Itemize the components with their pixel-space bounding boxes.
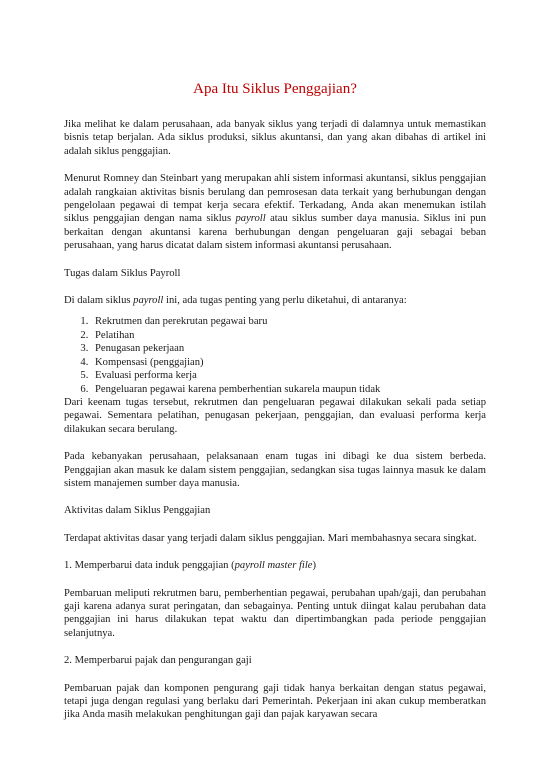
tasks-list [64, 315, 486, 395]
activity-1-heading-text-2: ) [312, 560, 317, 572]
tasks-intro-text-2: ini, ada tugas penting yang perlu diketahui, di antaranya: [163, 295, 407, 307]
tasks-list-item: 4. Kompensasi (penggajian) [91, 356, 486, 369]
tasks-intro-italic-term: payroll [133, 295, 164, 307]
tasks-intro-paragraph [64, 294, 486, 307]
tasks-heading: Tugas dalam Siklus Payroll [64, 267, 181, 279]
definition-italic-term: payroll [235, 213, 266, 225]
activity-2-heading: 2. Memperbarui pajak dan pengurangan gaji [64, 655, 252, 667]
intro-paragraph: Jika melihat ke dalam perusahaan, ada banyak siklus yang terjadi di dalamnya untuk memastikan bisnis tetap berjalan. Ada siklus produksi, siklus akuntansi, dan yang akan dibahas di artikel ini adalah siklus penggajian. [64, 119, 486, 157]
activity-2-body: Pembaruan pajak dan komponen pengurang gaji tidak hanya berkaitan dengan status pegawai, tetapi juga dengan regulasi yang berlaku dari Pemerintah. Pekerjaan ini akan cukup memberatkan jika Anda masih melakukan penghitungan gaji dan pajak karyawan secara [64, 682, 486, 721]
tasks-list-item: 5. Evaluasi performa kerja [91, 369, 486, 382]
document-title: Apa Itu Siklus Penggajian? [193, 81, 357, 97]
tasks-list-item: 6. Pengeluaran pegawai karena pemberhentian sukarela maupun tidak [91, 383, 486, 396]
tasks-summary-paragraph: Dari keenam tugas tersebut, rekrutmen dan pengeluaran pegawai dilakukan sekali pada setiap pegawai. Sementara pelatihan, penugasan pekerjaan, penggajian, dan evaluasi performa kerja dilakukan secara berulang. [64, 396, 486, 435]
tasks-list-item: 2. Pelatihan [91, 329, 486, 342]
tasks-intro-text-1: Di dalam siklus [64, 295, 134, 307]
activity-1-heading-italic: payroll master file [234, 560, 313, 572]
tasks-list-item: 1. Rekrutmen dan perekrutan pegawai baru [91, 315, 486, 328]
activity-1-body: Pembaruan meliputi rekrutmen baru, pemberhentian pegawai, perubahan upah/gaji, dan perubahan gaji karena adanya surat peringatan, dan sebagainya. Penting untuk diingat kalau perubahan data penggajian ini harus dilakukan tepat waktu dan dipertimbangkan pada periode penggajian selanjutnya. [64, 587, 486, 639]
definition-text-1: Menurut Romney dan Steinbart yang merupakan ahli sistem informasi akuntansi, siklus penggajian adalah rangkaian aktivitas bisnis berulang dan pemrosesan data terkait yang berhubungan dengan pengelolaan pegawai di tempat kerja secara efektif. Terkadang, Anda akan menemukan istilah siklus penggajian dengan nama siklus [64, 173, 486, 225]
systems-paragraph: Pada kebanyakan perusahaan, pelaksanaan enam tugas ini dibagi ke dua sistem berbeda. Penggajian akan masuk ke dalam sistem penggajian, sedangkan sisa tugas lainnya masuk ke dalam sistem manajemen sumber daya manusia. [64, 451, 486, 489]
tasks-list-item: 3. Penugasan pekerjaan [91, 342, 486, 355]
activities-intro-paragraph: Terdapat aktivitas dasar yang terjadi dalam siklus penggajian. Mari membahasnya secara singkat. [64, 532, 477, 544]
definition-paragraph [64, 172, 486, 252]
activity-1-heading [64, 559, 486, 572]
activity-1-heading-text-1: 1. Memperbarui data induk penggajian ( [64, 560, 235, 572]
activities-heading: Aktivitas dalam Siklus Penggajian [64, 505, 211, 517]
definition-text-2: atau siklus sumber daya manusia. Siklus ini pun berkaitan dengan akuntansi karena berhubungan dengan pengeluaran gaji sebagai beban perusahaan, yang harus dicatat dalam sistem informasi akuntansi perusahaan. [64, 213, 487, 252]
